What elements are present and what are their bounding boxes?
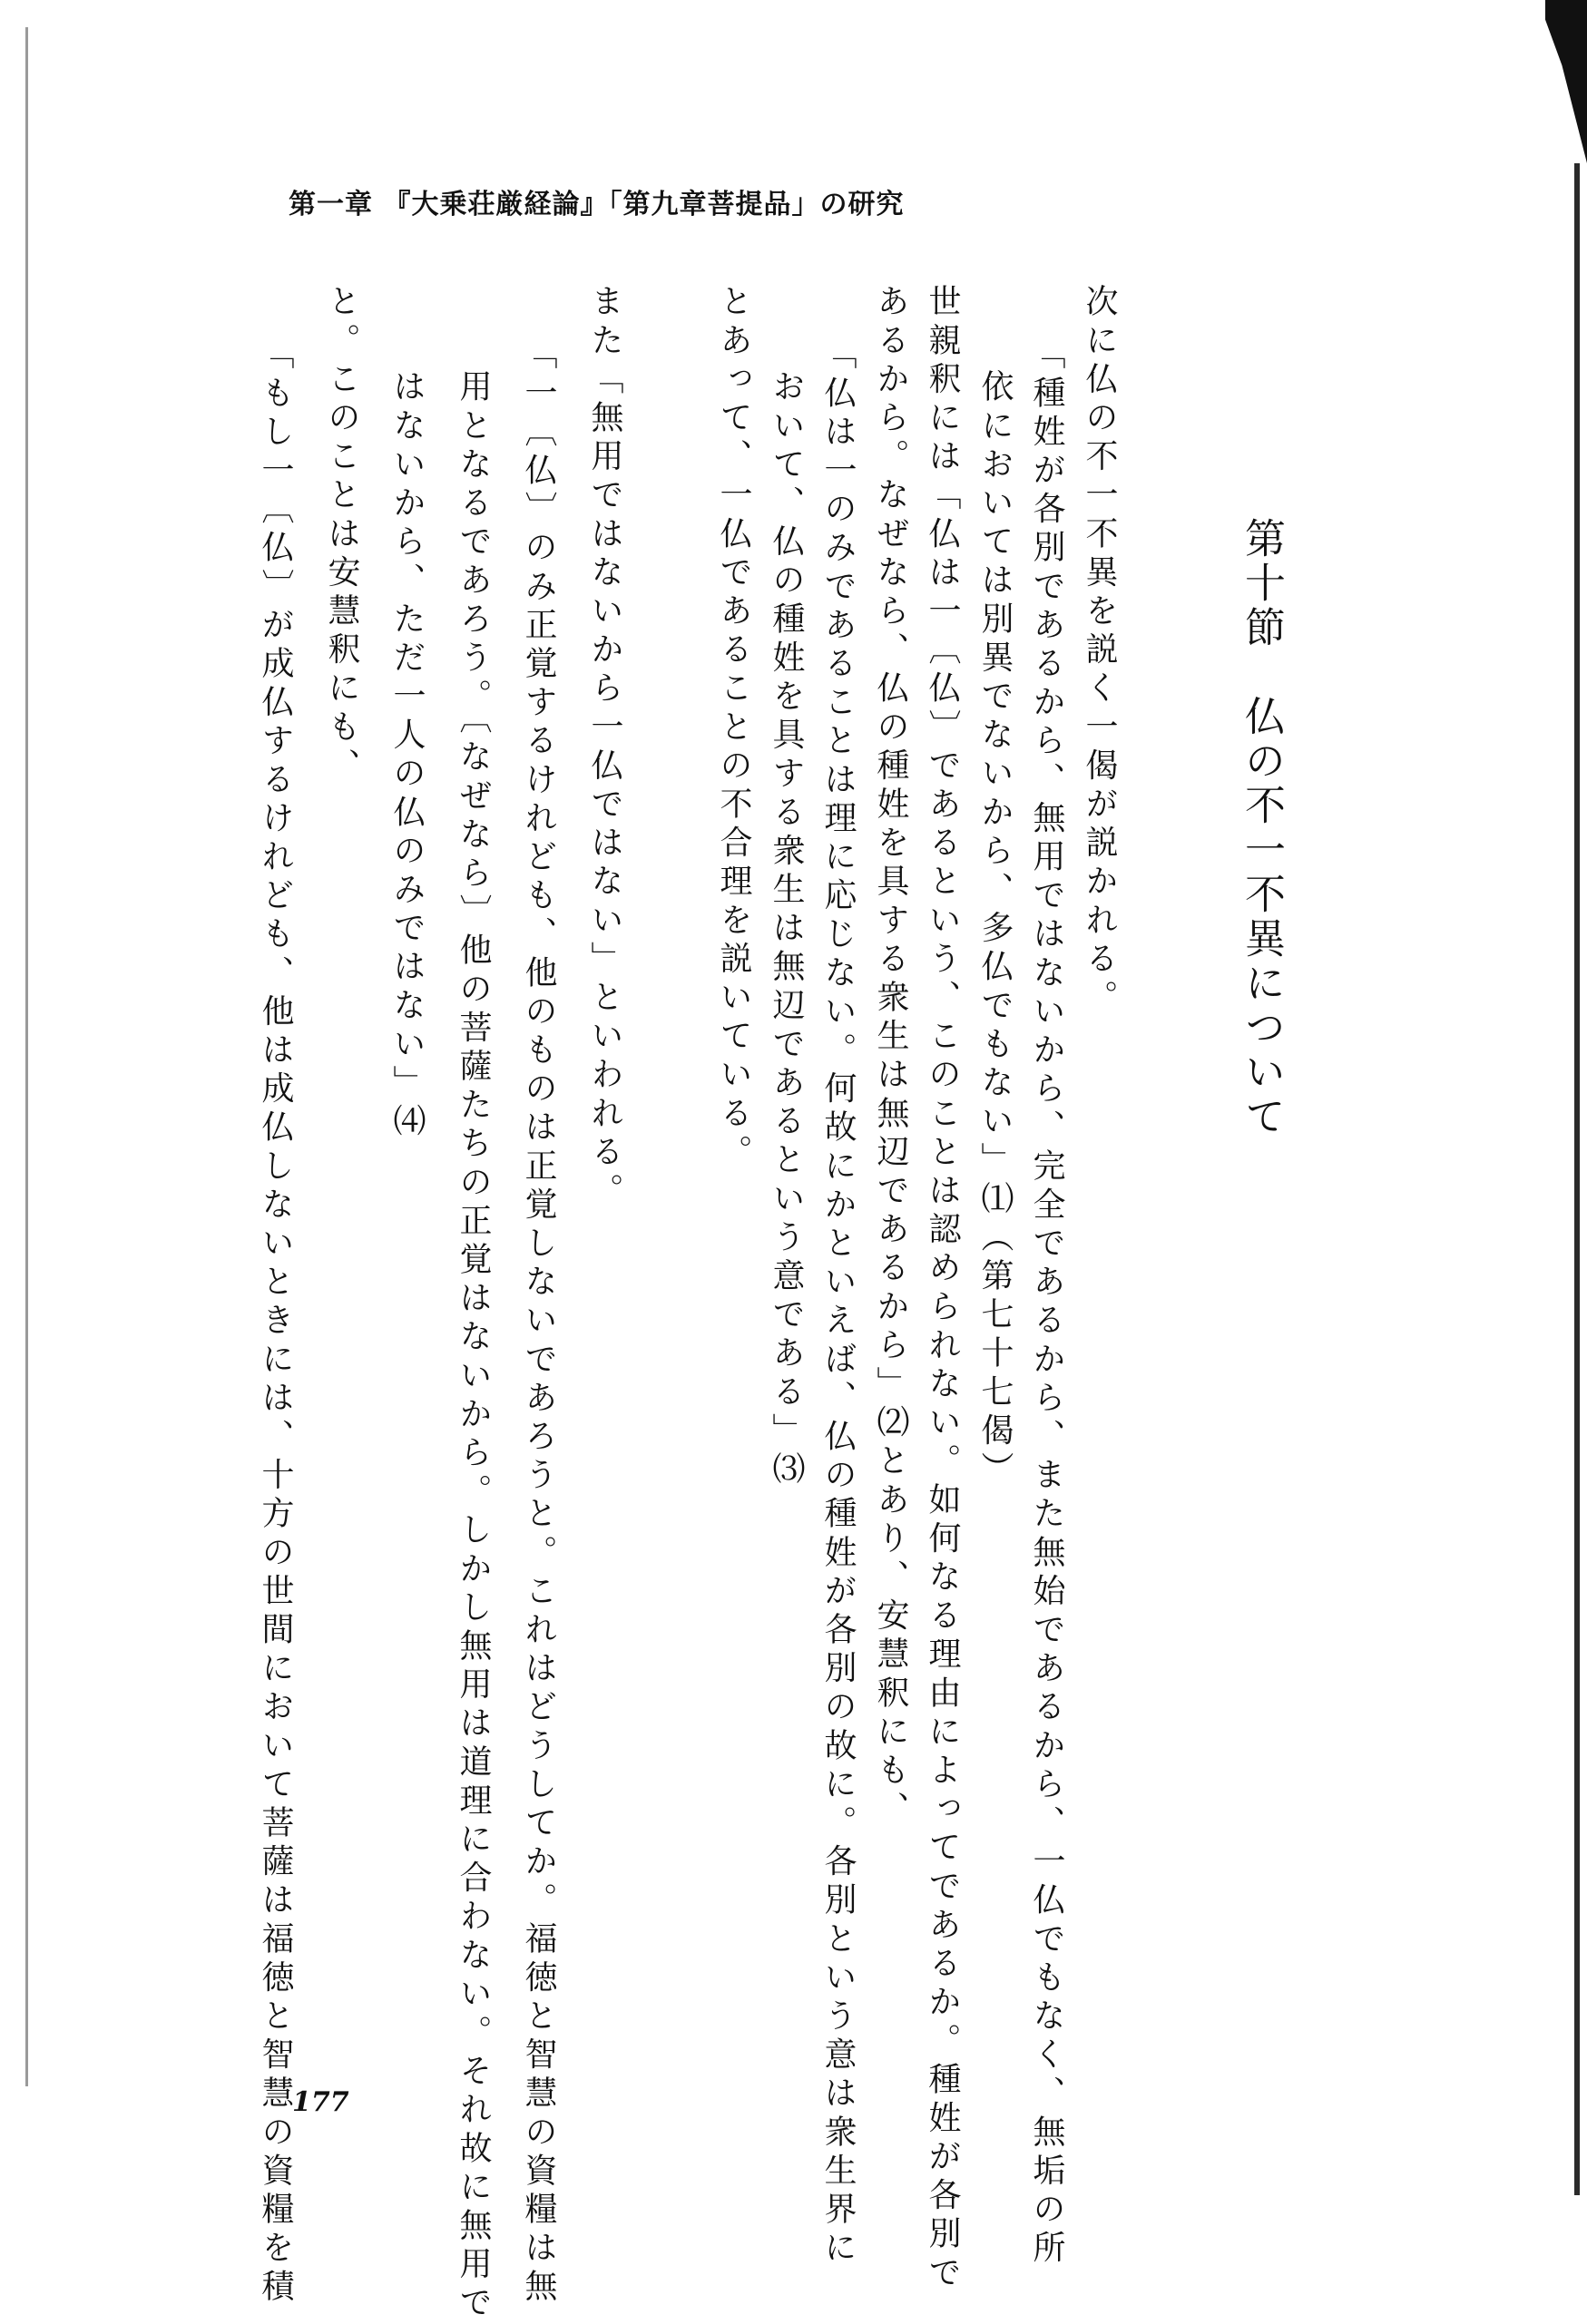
text-line: 世親釈には「仏は一〔仏〕であるという、このことは認められない。如何なる理由によってであるか。種姓が各別で — [924, 284, 961, 2294]
scan-page-edge — [1574, 163, 1580, 2195]
text-line: 「もし一〔仏〕が成仏するけれども、他は成仏しないときには、十方の世間において菩薩は福徳と智慧の資糧を積 — [257, 337, 294, 2308]
text-line: 「仏は一のみであることは理に応じない。何故にかといえば、仏の種姓が各別の故に。各別という意は衆生界に — [819, 337, 857, 2269]
text-line: あるから。なぜなら、仏の種姓を具する衆生は無辺であるから」⑵とあり、安慧釈にも、 — [872, 284, 909, 1830]
text-line: とあって、一仏であることの不合理を説いている。 — [715, 284, 752, 1173]
text-line: と。このことは安慧釈にも、 — [323, 284, 360, 786]
text-line: 用となるであろう。〔なぜなら〕他の菩薩たちの正覚はないから。しかし無用は道理に合わない。それ故に無用で — [455, 369, 492, 2324]
text-line: 依においては別異でないから、多仏でもない」⑴（第七十七偈） — [976, 369, 1014, 1490]
scan-binding-edge — [25, 27, 28, 2086]
page-number: 177 — [292, 2086, 349, 2118]
text-line: おいて、仏の種姓を具する衆生は無辺であるという意である」⑶ — [768, 369, 805, 1490]
text-line: 次に仏の不一不異を説く一偈が説かれる。 — [1081, 284, 1118, 1019]
section-title: 第十節 仏の不一不異について — [1238, 517, 1286, 1139]
running-head: 第一章 『大乗荘厳経論』「第九章菩提品」の研究 — [289, 189, 905, 220]
text-line: はないから、ただ一人の仏のみではない」⑷ — [388, 369, 426, 1142]
text-line: また「無用ではないから一仏ではない」といわれる。 — [586, 284, 623, 1212]
text-line: 「一〔仏〕のみ正覚するけれども、他のものは正覚しないであろうと。これはどうしてか。福徳と智慧の資糧は無 — [520, 337, 557, 2308]
text-line: 「種姓が各別であるから、無用ではないから、完全であるから、また無始であるから、一仏でもなく、無垢の所 — [1028, 337, 1065, 2269]
scan-corner-shadow — [1545, 0, 1587, 163]
